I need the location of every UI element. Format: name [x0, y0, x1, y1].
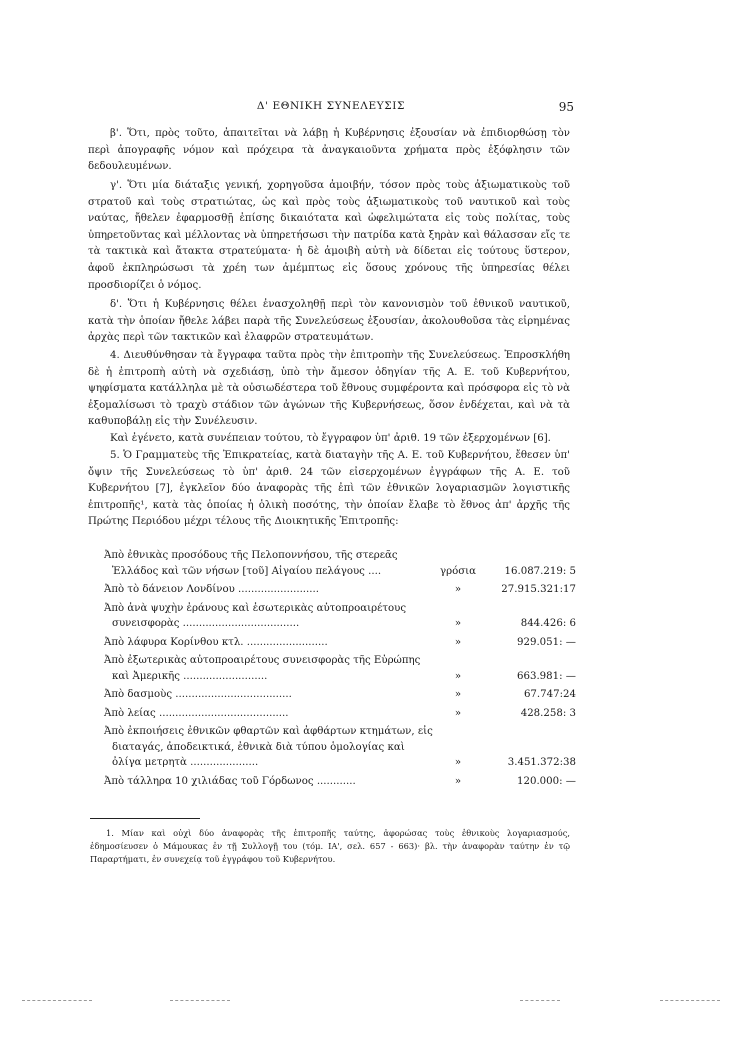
ledger-amount: 663.981: — — [517, 670, 576, 682]
ledger-unit: » — [454, 757, 462, 768]
ledger-row — [104, 653, 576, 684]
ledger-amount: 3.451.372:38 — [507, 757, 576, 768]
ledger-label: Ἀπὸ τάλληρα 10 χιλιάδας τοῦ Γόρδωνος ............ — [104, 775, 356, 787]
footnote-divider — [90, 818, 200, 819]
page-number: 95 — [558, 100, 574, 114]
ledger-row — [104, 706, 576, 722]
revenue-ledger — [104, 548, 576, 792]
ledger-unit: » — [454, 689, 462, 700]
ledger-label: Ἀπὸ ἐκποιήσεις ἐθνικῶν φθαρτῶν καὶ ἀφθάρτων κτημάτων, εἰς διαταγάς, ἀποδεικτικά, ἐθνικὰ διὰ τύπου ὁμολογίας καὶ ὀλίγα μετρητὰ ..................... — [104, 726, 433, 768]
ledger-label: Ἀπὸ τὸ δάνειον Λονδίνου ......................... — [104, 584, 320, 595]
ledger-unit: » — [454, 775, 462, 787]
ledger-amount: 67.747:24 — [523, 689, 576, 700]
ledger-amount: 16.087.219: 5 — [504, 565, 576, 577]
ledger-row — [104, 687, 576, 703]
scan-edge-mark — [170, 1000, 230, 1001]
ledger-unit: » — [454, 618, 462, 629]
ledger-unit: » — [454, 584, 462, 595]
ledger-row — [104, 635, 576, 651]
paragraph-4: 4. Διευθύνθησαν τὰ ἔγγραφα ταῦτα πρὸς τὴν ἐπιτροπὴν τῆς Συνελεύσεως. Ἐπροσκλήθη δὲ ἡ ἐπιτροπὴ αὐτὴ νὰ σχεδιάσῃ, ὑπὸ τὴν ἄμεσον ὁδηγίαν τῆς Α. Ε. τοῦ Κυβερνήτου, ψηφίσματα κατάλληλα μὲ τὰ οὐσιωδέστερα τοῦ ἔθνους συμφέροντα καὶ πρόσφορα εἰς τὸ νὰ ἐξομαλίσωσι τὸ τραχὺ στάδιον τῶν ἀγώνων τῆς Κυβερνήσεως, ὅσον ἐνδέχεται, καὶ νὰ τὰ καθυποβάλῃ εἰς τὴν Συνέλευσιν. — [88, 350, 570, 428]
ledger-label: Ἀπὸ δασμοὺς .................................... — [104, 689, 292, 700]
ledger-amount: 929.051: — — [517, 636, 576, 648]
ledger-label: Ἀπὸ ἐθνικὰς προσόδους τῆς Πελοποννήσου, τῆς στερεᾶς Ἑλλάδος καὶ τῶν νήσων [τοῦ] Αἰγαίου πελάγους .... — [104, 550, 398, 577]
ledger-unit: » — [454, 670, 462, 682]
paragraph-gamma: γ'. Ὅτι μία διάταξις γενική, χορηγοῦσα ἀμοιβήν, τόσον πρὸς τοὺς ἀξιωματικοὺς τοῦ στρατοῦ καὶ τοὺς στρατιώτας, ὡς καὶ πρὸς τοὺς ἀξιωματικοὺς τοῦ ναυτικοῦ καὶ τοὺς ναύτας, ἤθελεν ἐφαρμοσθῇ ἐπίσης δικαιότατα καὶ ὠφελιμώτατα εἰς τοὺς πολίτας, τοὺς ὑπηρετοῦντας καὶ μέλλοντας νὰ ὑπηρετήσωσι τὴν πατρίδα κατὰ ξηρὰν καὶ θάλασσαν εἴς τε τὰ τακτικὰ καὶ ἄτακτα στρατεύματα· ἡ δὲ ἀμοιβὴ αὐτὴ νὰ δίδεται εἰς τούτους ὕστερον, ἀφοῦ ἐκπληρώσωσι τὰ χρέη των ἀμέμπτως εἰς ὅσους χρόνους τῆς ὑπηρεσίας θέλει προσδιορίζει ὁ νόμος. — [88, 180, 570, 291]
ledger-label: Ἀπὸ λάφυρα Κορίνθου κτλ. ......................... — [104, 636, 328, 648]
ledger-unit: γρόσια — [440, 565, 477, 577]
ledger-amount: 844.426: 6 — [520, 618, 576, 629]
ledger-row — [104, 582, 576, 598]
scan-edge-mark — [22, 1000, 92, 1001]
running-header — [88, 100, 574, 116]
ledger-amount: 27.915.321:17 — [501, 584, 576, 595]
footnote: 1. Μίαν καὶ οὐχὶ δύο ἀναφορὰς τῆς ἐπιτροπῆς ταύτης, ἀφορώσας τοὺς ἐθνικοὺς λογαριασμούς, ἐδημοσίευσεν ὁ Μάμουκας ἐν τῇ Συλλογῇ του (τόμ. ΙΑ', σελ. 657 - 663)· βλ. τὴν ἀναφορὰν ταύτην ἐν τῷ Παραρτήματι, ἐν συνεχείᾳ τοῦ ἐγγράφου τοῦ Κυβερνήτου. — [90, 828, 570, 864]
scan-edge-mark — [660, 1000, 720, 1001]
paragraph-beta: β'. Ὅτι, πρὸς τοῦτο, ἀπαιτεῖται νὰ λάβῃ ἡ Κυβέρνησις ἐξουσίαν νὰ ἐπιδιορθώσῃ τὸν περὶ ἀπογραφῆς νόμον καὶ πρόχειρα τὰ ἀναγκαιοῦντα χρήματα πρὸς ἐξόφλησιν τῶν δεδουλευμένων. — [88, 128, 570, 173]
ledger-amount: 120.000: — — [517, 775, 576, 787]
ledger-row — [104, 774, 576, 790]
ledger-row — [104, 548, 576, 579]
scan-edge-mark — [520, 1000, 560, 1001]
ledger-label: Ἀπὸ λείας ........................................ — [104, 707, 289, 719]
paragraph-delta: δ'. Ὅτι ἡ Κυβέρνησις θέλει ἐνασχοληθῇ περὶ τὸν κανονισμὸν τοῦ ἐθνικοῦ ναυτικοῦ, κατὰ τὴν ὁποίαν ἤθελε λάβει παρὰ τῆς Συνελεύσεως ἐξουσίαν, ἀκολουθοῦσα τὰς εἰρημένας ἀρχὰς περὶ τῶν τακτικῶν καὶ ἐλαφρῶν στρατευμάτων. — [88, 299, 570, 344]
paragraph-5: 5. Ὁ Γραμματεὺς τῆς Ἐπικρατείας, κατὰ διαταγὴν τῆς Α. Ε. τοῦ Κυβερνήτου, ἔθεσεν ὑπ' ὄψιν τῆς Συνελεύσεως τὸ ὑπ' ἀριθ. 24 τῶν εἰσερχομένων ἐγγράφων τῆς Α. Ε. τοῦ Κυβερνήτου [7], ἐγκλεῖον δύο ἀναφορὰς τῆς ἐπὶ τῶν ἐθνικῶν λογαριασμῶν λογιστικῆς ἐπιτροπῆς¹, κατὰ τὰς ὁποίας ἡ ὁλικὴ ποσότης, τὴν ὁποίαν ἔλαβε τὸ ἔθνος ἀπ' ἀρχῆς τῆς Πρώτης Περιόδου μέχρι τέλους τῆς Διοικητικῆς Ἐπιτροπῆς: — [88, 450, 570, 528]
paragraph-document-19: Καὶ ἐγένετο, κατὰ συνέπειαν τούτου, τὸ ἔγγραφον ὑπ' ἀριθ. 19 τῶν ἐξερχομένων [6]. — [110, 433, 551, 444]
ledger-unit: » — [454, 636, 462, 648]
ledger-amount: 428.258: 3 — [520, 707, 576, 719]
ledger-row — [104, 724, 576, 771]
ledger-label: Ἀπὸ ἀνὰ ψυχὴν ἐράνους καὶ ἐσωτερικὰς αὐτοπροαιρέτους συνεισφορὰς .................................... — [104, 602, 407, 629]
ledger-label: Ἀπὸ ἐξωτερικὰς αὐτοπροαιρέτους συνεισφορὰς τῆς Εὐρώπης καὶ Ἀμερικῆς .......................... — [104, 655, 421, 682]
ledger-unit: » — [454, 707, 462, 719]
running-title: Δ' ΕΘΝΙΚΗ ΣΥΝΕΛΕΥΣΙΣ — [256, 100, 406, 112]
ledger-row — [104, 601, 576, 632]
